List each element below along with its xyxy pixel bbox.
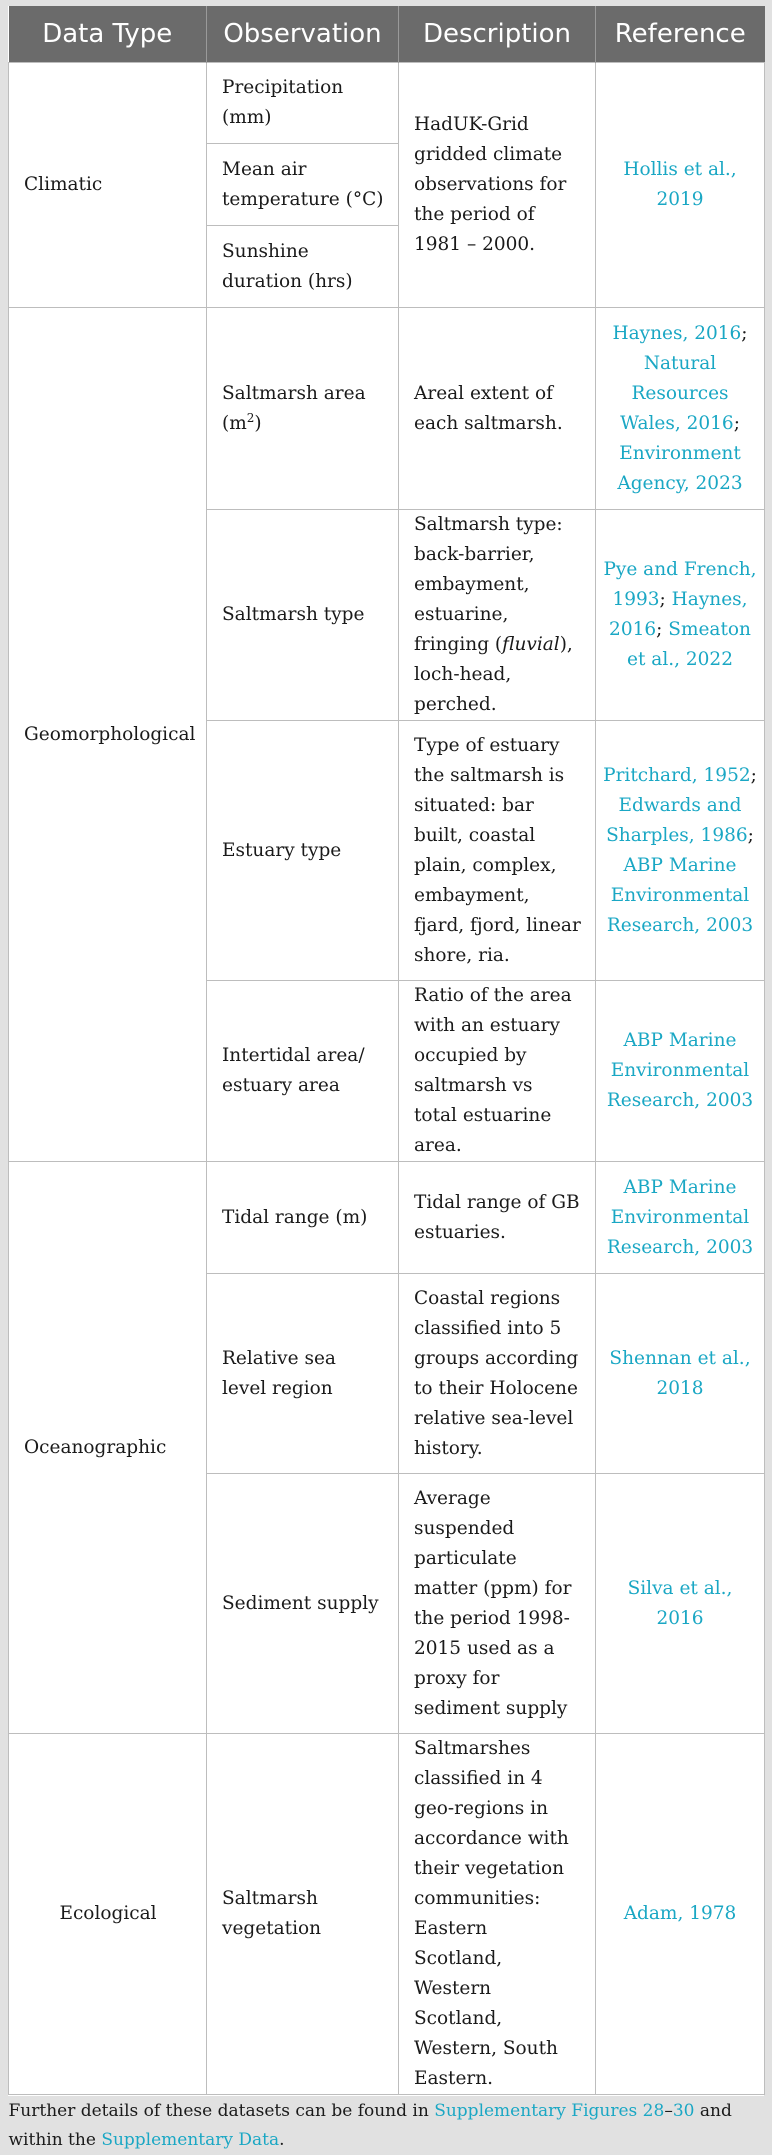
description-estuary-type: Type of estuary the saltmarsh is situated: bar built, coastal plain, complex, embayment, fjard, fjord, linear shore, ria. <box>399 721 596 981</box>
reference-hollis[interactable] <box>596 63 765 308</box>
table-row <box>9 63 765 144</box>
observation-sea-level: Relative sea level region <box>207 1274 399 1474</box>
data-type-climatic: Climatic <box>9 63 207 308</box>
superscript: 2 <box>247 410 255 424</box>
reference-link[interactable]: Haynes, 2016 <box>612 323 741 344</box>
supplementary-figures-link[interactable]: Supplementary Figures 28 <box>434 2101 664 2121</box>
description-text: Saltmarsh type: back-barrier, embayment, estuarine, fringing ( <box>414 514 563 655</box>
header-reference: Reference <box>596 6 765 63</box>
footnote-text: – <box>664 2101 673 2121</box>
supplementary-figure-30-link[interactable]: 30 <box>673 2101 695 2121</box>
observation-saltmarsh-vegetation: Saltmarsh vegetation <box>207 1734 399 2095</box>
table-footnote <box>9 2095 765 2155</box>
reference-link[interactable]: ABP Marine Environmental Research, 2003 <box>607 855 753 936</box>
description-italic: fluvial <box>502 634 560 655</box>
observation-intertidal-area: Intertidal area/ estuary area <box>207 981 399 1162</box>
reference-sediment-supply <box>596 1474 765 1734</box>
description-sea-level: Coastal regions classified into 5 groups according to their Holocene relative sea-level history. <box>399 1274 596 1474</box>
reference-intertidal-area <box>596 981 765 1162</box>
reference-link[interactable]: Haynes, 2016 <box>609 589 747 640</box>
description-climatic: HadUK-Grid gridded climate observations for the period of 1981 – 2000. <box>399 63 596 308</box>
table-footnote-row <box>9 2095 765 2155</box>
reference-link[interactable]: Hollis et al., 2019 <box>623 159 736 210</box>
observation-text: Saltmarsh area (m <box>222 383 366 434</box>
reference-link[interactable]: ABP Marine Environmental Research, 2003 <box>607 1030 753 1111</box>
reference-saltmarsh-type: Pye and French, 1993; Haynes, 2016; Smeaton et al., 2022 <box>596 510 765 721</box>
reference-link[interactable]: Shennan et al., 2018 <box>609 1348 750 1399</box>
reference-link[interactable]: Natural Resources Wales, 2016 <box>620 353 734 434</box>
observation-sediment-supply: Sediment supply <box>207 1474 399 1734</box>
reference-link[interactable]: ABP Marine Environmental Research, 2003 <box>607 1177 753 1258</box>
description-sediment-supply: Average suspended particulate matter (ppm) for the period 1998-2015 used as a proxy for sediment supply <box>399 1474 596 1734</box>
reference-link[interactable]: Adam, 1978 <box>624 1903 737 1924</box>
observation-saltmarsh-type: Saltmarsh type <box>207 510 399 721</box>
observation-precipitation: Precipitation (mm) <box>207 63 399 144</box>
reference-link[interactable]: Environment Agency, 2023 <box>617 443 742 494</box>
reference-sea-level <box>596 1274 765 1474</box>
observation-air-temperature: Mean air temperature (°C) <box>207 144 399 226</box>
reference-link[interactable]: Edwards and Sharples, 1986 <box>606 795 748 846</box>
reference-link[interactable]: Pye and French, 1993 <box>603 559 756 610</box>
reference-link[interactable]: Silva et al., 2016 <box>628 1578 733 1629</box>
description-saltmarsh-area: Areal extent of each saltmarsh. <box>399 308 596 510</box>
description-intertidal-area: Ratio of the area with an estuary occupied by saltmarsh vs total estuarine area. <box>399 981 596 1162</box>
data-type-ecological: Ecological <box>9 1734 207 2095</box>
reference-tidal-range <box>596 1162 765 1274</box>
header-observation: Observation <box>207 6 399 63</box>
table-header-row <box>9 6 765 63</box>
table-panel <box>8 6 764 2096</box>
footnote-text: Further details of these datasets can be found in <box>9 2101 435 2121</box>
observation-tail: ) <box>254 413 261 434</box>
supplementary-data-link[interactable]: Supplementary Data <box>101 2130 279 2150</box>
footnote-text: and within the <box>9 2101 732 2150</box>
data-sources-table <box>8 6 765 2155</box>
reference-saltmarsh-area: Haynes, 2016; Natural Resources Wales, 2016; Environment Agency, 2023 <box>596 308 765 510</box>
reference-saltmarsh-vegetation <box>596 1734 765 2095</box>
footnote-text: . <box>279 2130 284 2150</box>
observation-saltmarsh-area <box>207 308 399 510</box>
table-row <box>9 308 765 510</box>
observation-estuary-type: Estuary type <box>207 721 399 981</box>
table-row <box>9 1734 765 2095</box>
header-description: Description <box>399 6 596 63</box>
data-type-oceanographic: Oceanographic <box>9 1162 207 1734</box>
data-type-geomorphological: Geomorphological <box>9 308 207 1162</box>
header-data-type: Data Type <box>9 6 207 63</box>
description-saltmarsh-vegetation: Saltmarshes classified in 4 geo-regions in accordance with their vegetation communities: Eastern Scotland, Western Scotland, Western, South Eastern. <box>399 1734 596 2095</box>
table-row <box>9 1162 765 1274</box>
reference-link[interactable]: Pritchard, 1952 <box>603 765 750 786</box>
reference-estuary-type: Pritchard, 1952; Edwards and Sharples, 1986; ABP Marine Environmental Research, 2003 <box>596 721 765 981</box>
description-text: ), loch-head, perched. <box>414 634 573 715</box>
observation-tidal-range: Tidal range (m) <box>207 1162 399 1274</box>
description-tidal-range: Tidal range of GB estuaries. <box>399 1162 596 1274</box>
observation-sunshine: Sunshine duration (hrs) <box>207 226 399 308</box>
reference-link[interactable]: Smeaton et al., 2022 <box>627 619 751 670</box>
description-saltmarsh-type <box>399 510 596 721</box>
